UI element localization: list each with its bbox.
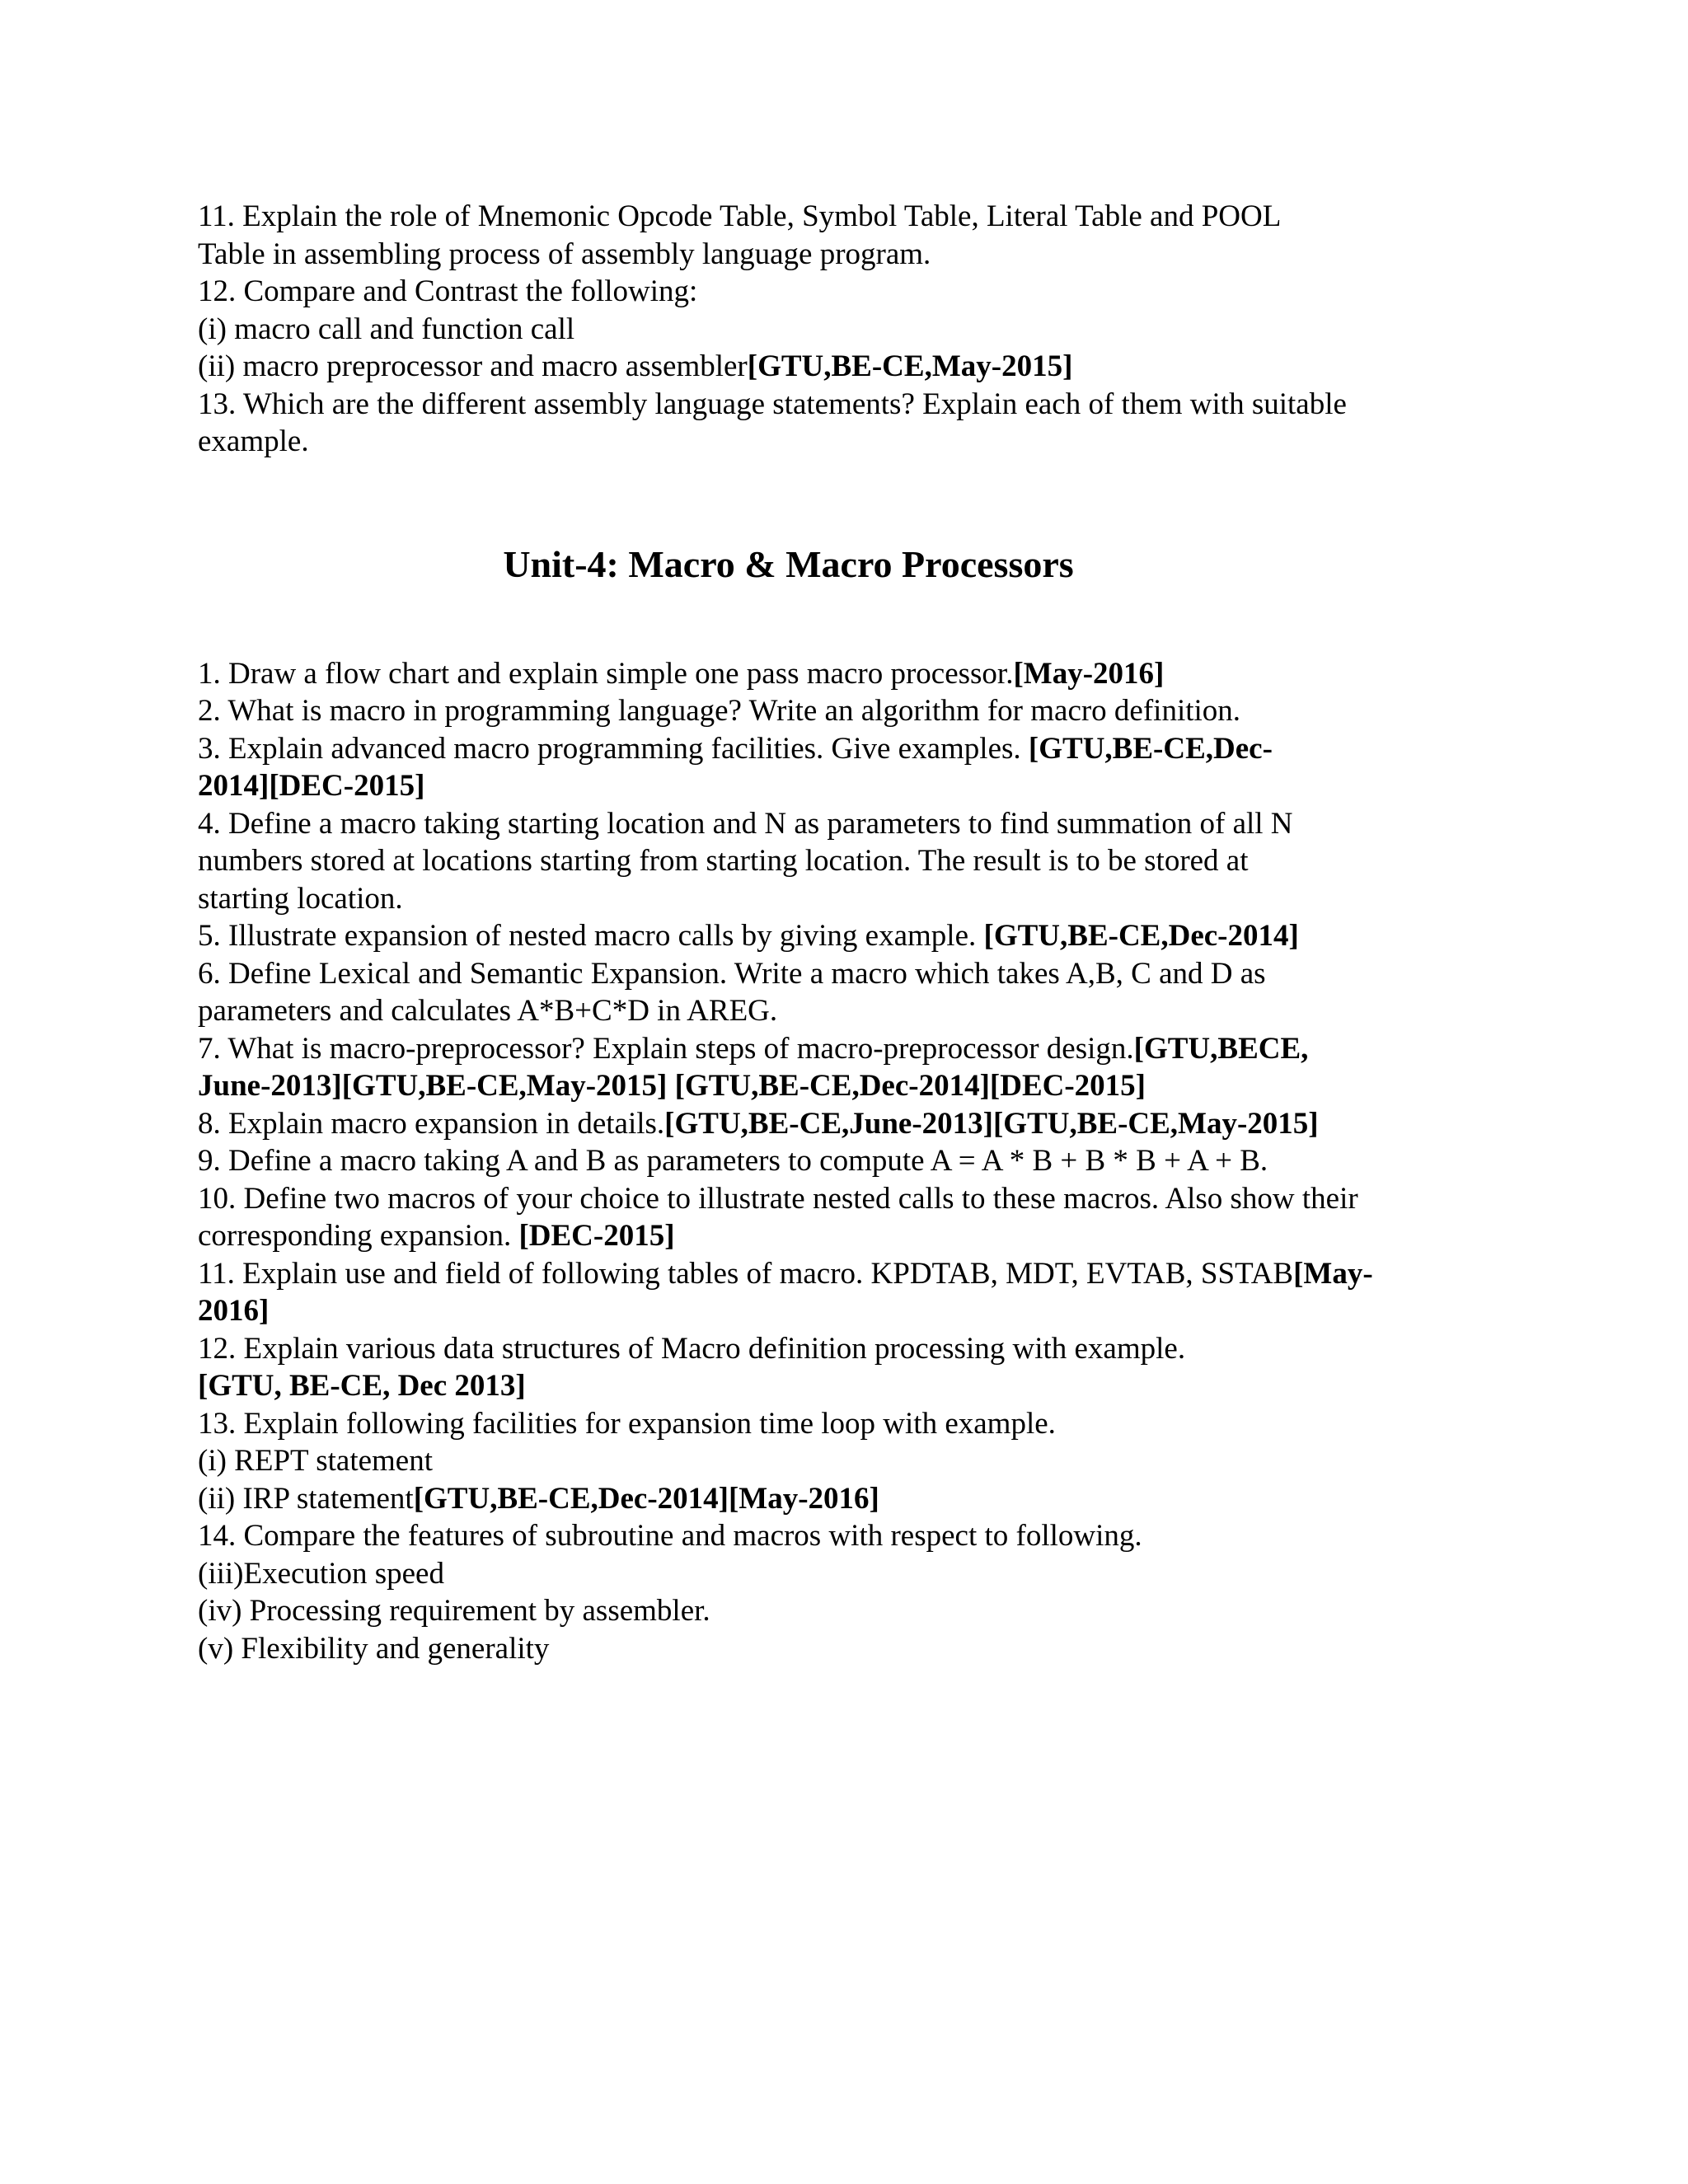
unit-question bbox=[198, 1142, 1451, 1180]
question-line bbox=[198, 1180, 1451, 1218]
question-line bbox=[198, 1442, 1451, 1480]
unit-question bbox=[198, 1105, 1451, 1143]
question-line bbox=[198, 992, 1451, 1030]
question-line bbox=[198, 1405, 1451, 1443]
question-text: 11. Explain use and field of following tables of macro. KPDTAB, MDT, EVTAB, SSTAB bbox=[198, 1256, 1294, 1291]
question-text: (iv) Processing requirement by assembler. bbox=[198, 1594, 710, 1628]
exam-reference-tag: [GTU,BE-CE,Dec-2014] bbox=[983, 919, 1299, 953]
question-text: 12. Explain various data structures of Macro definition processing with example. bbox=[198, 1331, 1186, 1366]
question-line bbox=[198, 1555, 1451, 1593]
unit-heading: Unit-4: Macro & Macro Processors bbox=[503, 542, 1074, 585]
document-page bbox=[198, 198, 1451, 1667]
question-text: starting location. bbox=[198, 881, 403, 916]
prev-question bbox=[198, 386, 1451, 461]
question-line bbox=[198, 348, 1451, 386]
question-line bbox=[198, 955, 1451, 993]
question-text: 13. Which are the different assembly language statements? Explain each of them with suitable bbox=[198, 387, 1347, 421]
question-line bbox=[198, 880, 1451, 918]
question-text: 4. Define a macro taking starting location and N as parameters to find summation of all N bbox=[198, 806, 1293, 841]
question-line bbox=[198, 198, 1451, 236]
question-line bbox=[198, 655, 1451, 693]
question-text: (v) Flexibility and generality bbox=[198, 1631, 550, 1666]
question-line bbox=[198, 1517, 1451, 1555]
question-text: (ii) macro preprocessor and macro assembler bbox=[198, 349, 748, 383]
prev-question bbox=[198, 273, 1451, 386]
question-text: Table in assembling process of assembly language program. bbox=[198, 237, 931, 271]
question-line bbox=[198, 1592, 1451, 1630]
question-line bbox=[198, 767, 1451, 805]
exam-reference-tag: [GTU,BECE, bbox=[1133, 1031, 1309, 1066]
question-text: example. bbox=[198, 424, 309, 458]
unit-question bbox=[198, 805, 1451, 918]
exam-reference-tag: 2016] bbox=[198, 1294, 270, 1328]
question-text: 1. Draw a flow chart and explain simple one pass macro processor. bbox=[198, 656, 1014, 691]
question-text: (i) REPT statement bbox=[198, 1444, 433, 1478]
question-text: 11. Explain the role of Mnemonic Opcode Table, Symbol Table, Literal Table and POOL bbox=[198, 199, 1282, 233]
question-text: (iii)Execution speed bbox=[198, 1556, 444, 1591]
question-line bbox=[198, 1292, 1451, 1330]
question-line bbox=[198, 1630, 1451, 1668]
question-line bbox=[198, 1067, 1451, 1105]
unit-question bbox=[198, 1405, 1451, 1518]
question-line bbox=[198, 805, 1451, 843]
unit-question bbox=[198, 730, 1451, 805]
exam-reference-tag: [DEC-2015] bbox=[518, 1219, 675, 1253]
question-text: 5. Illustrate expansion of nested macro calls by giving example. bbox=[198, 919, 984, 953]
exam-reference-tag: [GTU,BE-CE,Dec-2014][May-2016] bbox=[413, 1481, 879, 1516]
question-line bbox=[198, 1030, 1451, 1068]
exam-reference-tag: June-2013][GTU,BE-CE,May-2015] [GTU,BE-CE,Dec-2014][DEC-2015] bbox=[198, 1069, 1146, 1103]
unit-question bbox=[198, 1330, 1451, 1405]
unit-question bbox=[198, 692, 1451, 730]
question-text: corresponding expansion. bbox=[198, 1219, 519, 1253]
question-line bbox=[198, 1367, 1451, 1405]
question-text: 10. Define two macros of your choice to illustrate nested calls to these macros. Also show their bbox=[198, 1181, 1358, 1216]
unit-question bbox=[198, 655, 1451, 693]
question-text: parameters and calculates A*B+C*D in AREG. bbox=[198, 994, 778, 1028]
question-line bbox=[198, 386, 1451, 424]
question-text: 2. What is macro in programming language? Write an algorithm for macro definition. bbox=[198, 694, 1241, 728]
question-line bbox=[198, 842, 1451, 880]
question-line bbox=[198, 1255, 1451, 1293]
question-text: 13. Explain following facilities for expansion time loop with example. bbox=[198, 1406, 1056, 1441]
question-text: numbers stored at locations starting from starting location. The result is to be stored at bbox=[198, 844, 1249, 878]
exam-reference-tag: [May- bbox=[1293, 1256, 1373, 1291]
question-line bbox=[198, 1330, 1451, 1368]
question-line bbox=[198, 917, 1451, 955]
unit-question bbox=[198, 917, 1451, 955]
question-line bbox=[198, 273, 1451, 311]
question-text: 14. Compare the features of subroutine and macros with respect to following. bbox=[198, 1519, 1142, 1553]
exam-reference-tag: [GTU, BE-CE, Dec 2013] bbox=[198, 1369, 526, 1403]
unit-4-questions bbox=[198, 655, 1451, 1668]
exam-reference-tag: [GTU,BE-CE,June-2013][GTU,BE-CE,May-2015] bbox=[664, 1106, 1319, 1141]
question-line bbox=[198, 1142, 1451, 1180]
question-line bbox=[198, 236, 1451, 274]
unit-question bbox=[198, 1255, 1451, 1330]
exam-reference-tag: [GTU,BE-CE,May-2015] bbox=[747, 349, 1073, 383]
question-line bbox=[198, 311, 1451, 349]
exam-reference-tag: [GTU,BE-CE,Dec- bbox=[1028, 731, 1273, 766]
question-text: 3. Explain advanced macro programming facilities. Give examples. bbox=[198, 731, 1029, 766]
question-text: 9. Define a macro taking A and B as parameters to compute A = A * B + B * B + A + B. bbox=[198, 1144, 1268, 1178]
unit-question bbox=[198, 1180, 1451, 1255]
question-line bbox=[198, 1105, 1451, 1143]
question-line bbox=[198, 730, 1451, 768]
question-line bbox=[198, 1480, 1451, 1518]
question-line bbox=[198, 423, 1451, 461]
question-text: 12. Compare and Contrast the following: bbox=[198, 274, 698, 308]
previous-unit-questions bbox=[198, 198, 1451, 461]
unit-question bbox=[198, 1030, 1451, 1105]
question-line bbox=[198, 692, 1451, 730]
prev-question bbox=[198, 198, 1451, 273]
question-line bbox=[198, 1217, 1451, 1255]
question-text: (ii) IRP statement bbox=[198, 1481, 414, 1516]
unit-question bbox=[198, 955, 1451, 1030]
exam-reference-tag: 2014][DEC-2015] bbox=[198, 769, 425, 803]
question-text: (i) macro call and function call bbox=[198, 312, 575, 346]
unit-question bbox=[198, 1517, 1451, 1667]
question-text: 8. Explain macro expansion in details. bbox=[198, 1106, 665, 1141]
question-text: 6. Define Lexical and Semantic Expansion. Write a macro which takes A,B, C and D as bbox=[198, 956, 1266, 991]
exam-reference-tag: [May-2016] bbox=[1013, 656, 1165, 691]
question-text: 7. What is macro-preprocessor? Explain steps of macro-preprocessor design. bbox=[198, 1031, 1134, 1066]
